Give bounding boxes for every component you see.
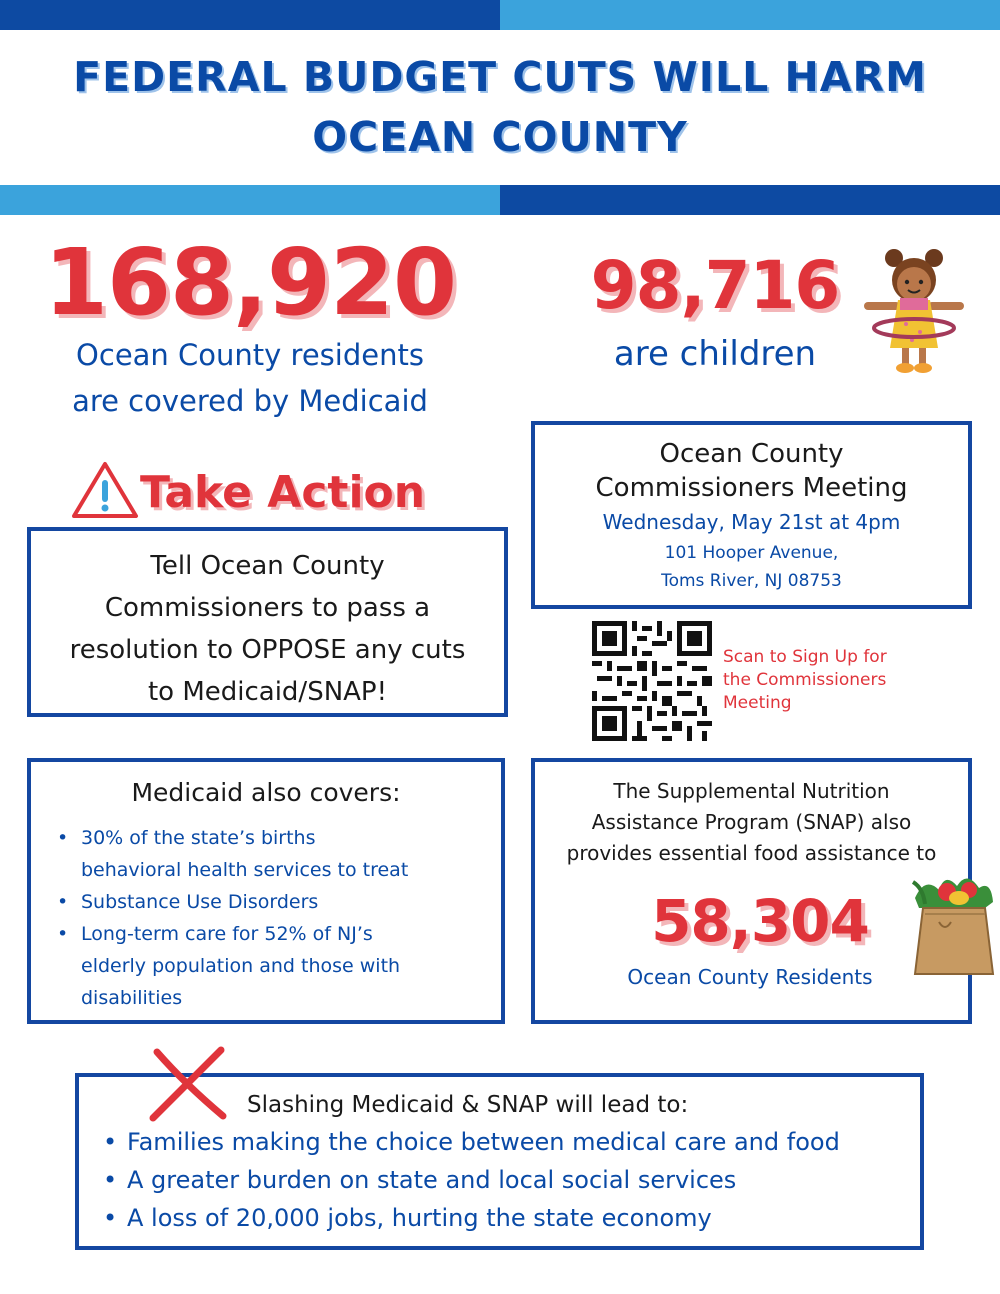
- qr-caption-line1: Scan to Sign Up for: [723, 647, 887, 667]
- mid-band-light: [0, 185, 500, 215]
- meeting-address-line1: 101 Hooper Avenue,: [664, 543, 839, 563]
- snap-line3: provides essential food assistance to: [566, 841, 937, 865]
- list-item: • 30% of the state’s births behavioral health services to treat: [55, 822, 487, 886]
- list-item: • A loss of 20,000 jobs, hurting the state economy: [101, 1199, 906, 1237]
- grocery-bag-illustration: [905, 868, 1000, 976]
- meeting-title-line1: Ocean County: [659, 439, 844, 469]
- meeting-title-line2: Commissioners Meeting: [595, 473, 908, 503]
- residents-label-line2: are covered by Medicaid: [72, 384, 428, 418]
- page-title-line2: OCEAN COUNTY: [312, 113, 688, 161]
- medicaid-covers-heading: Medicaid also covers:: [131, 778, 401, 807]
- snap-label: Ocean County Residents: [627, 965, 873, 989]
- warning-icon: [70, 460, 140, 520]
- action-line3: resolution to OPPOSE any cuts: [69, 635, 466, 665]
- medicaid-covers-box: [27, 758, 505, 1024]
- children-label: are children: [613, 334, 817, 374]
- red-x-icon: [145, 1046, 231, 1122]
- consequences-list: [101, 1123, 906, 1237]
- list-item: • Substance Use Disorders: [55, 886, 487, 918]
- qr-caption-line2: the Commissioners: [723, 670, 887, 690]
- qr-caption: [723, 646, 963, 715]
- residents-number: 168,920: [43, 229, 457, 336]
- mid-band-dark: [500, 185, 1000, 215]
- snap-line1: The Supplemental Nutrition: [613, 779, 890, 803]
- take-action-heading: Take Action: [140, 467, 426, 518]
- children-number: 98,716: [590, 247, 840, 324]
- list-item: • Long-term care for 52% of NJ’s elderly population and those with disabilities: [55, 918, 487, 1014]
- action-box: [27, 527, 508, 717]
- meeting-address-line2: Toms River, NJ 08753: [661, 571, 842, 591]
- child-hula-hoop-illustration: [860, 248, 968, 374]
- action-line1: Tell Ocean County: [150, 551, 385, 581]
- consequences-heading: Slashing Medicaid & SNAP will lead to:: [247, 1092, 689, 1118]
- meeting-box: [531, 421, 972, 609]
- top-band-dark: [0, 0, 500, 30]
- snap-line2: Assistance Program (SNAP) also: [591, 810, 912, 834]
- page-title-line1: FEDERAL BUDGET CUTS WILL HARM: [73, 53, 927, 101]
- meeting-date: Wednesday, May 21st at 4pm: [602, 510, 901, 534]
- action-line2: Commissioners to pass a: [104, 593, 431, 623]
- list-item: • Families making the choice between medical care and food: [101, 1123, 906, 1161]
- action-line4: to Medicaid/SNAP!: [147, 677, 388, 707]
- qr-caption-line3: Meeting: [723, 693, 792, 713]
- medicaid-covers-list: [55, 822, 487, 1014]
- snap-number: 58,304: [651, 887, 869, 955]
- top-band-light: [500, 0, 1000, 30]
- qr-code-icon[interactable]: [592, 621, 712, 741]
- list-item: • A greater burden on state and local social services: [101, 1161, 906, 1199]
- residents-label-line1: Ocean County residents: [76, 338, 424, 372]
